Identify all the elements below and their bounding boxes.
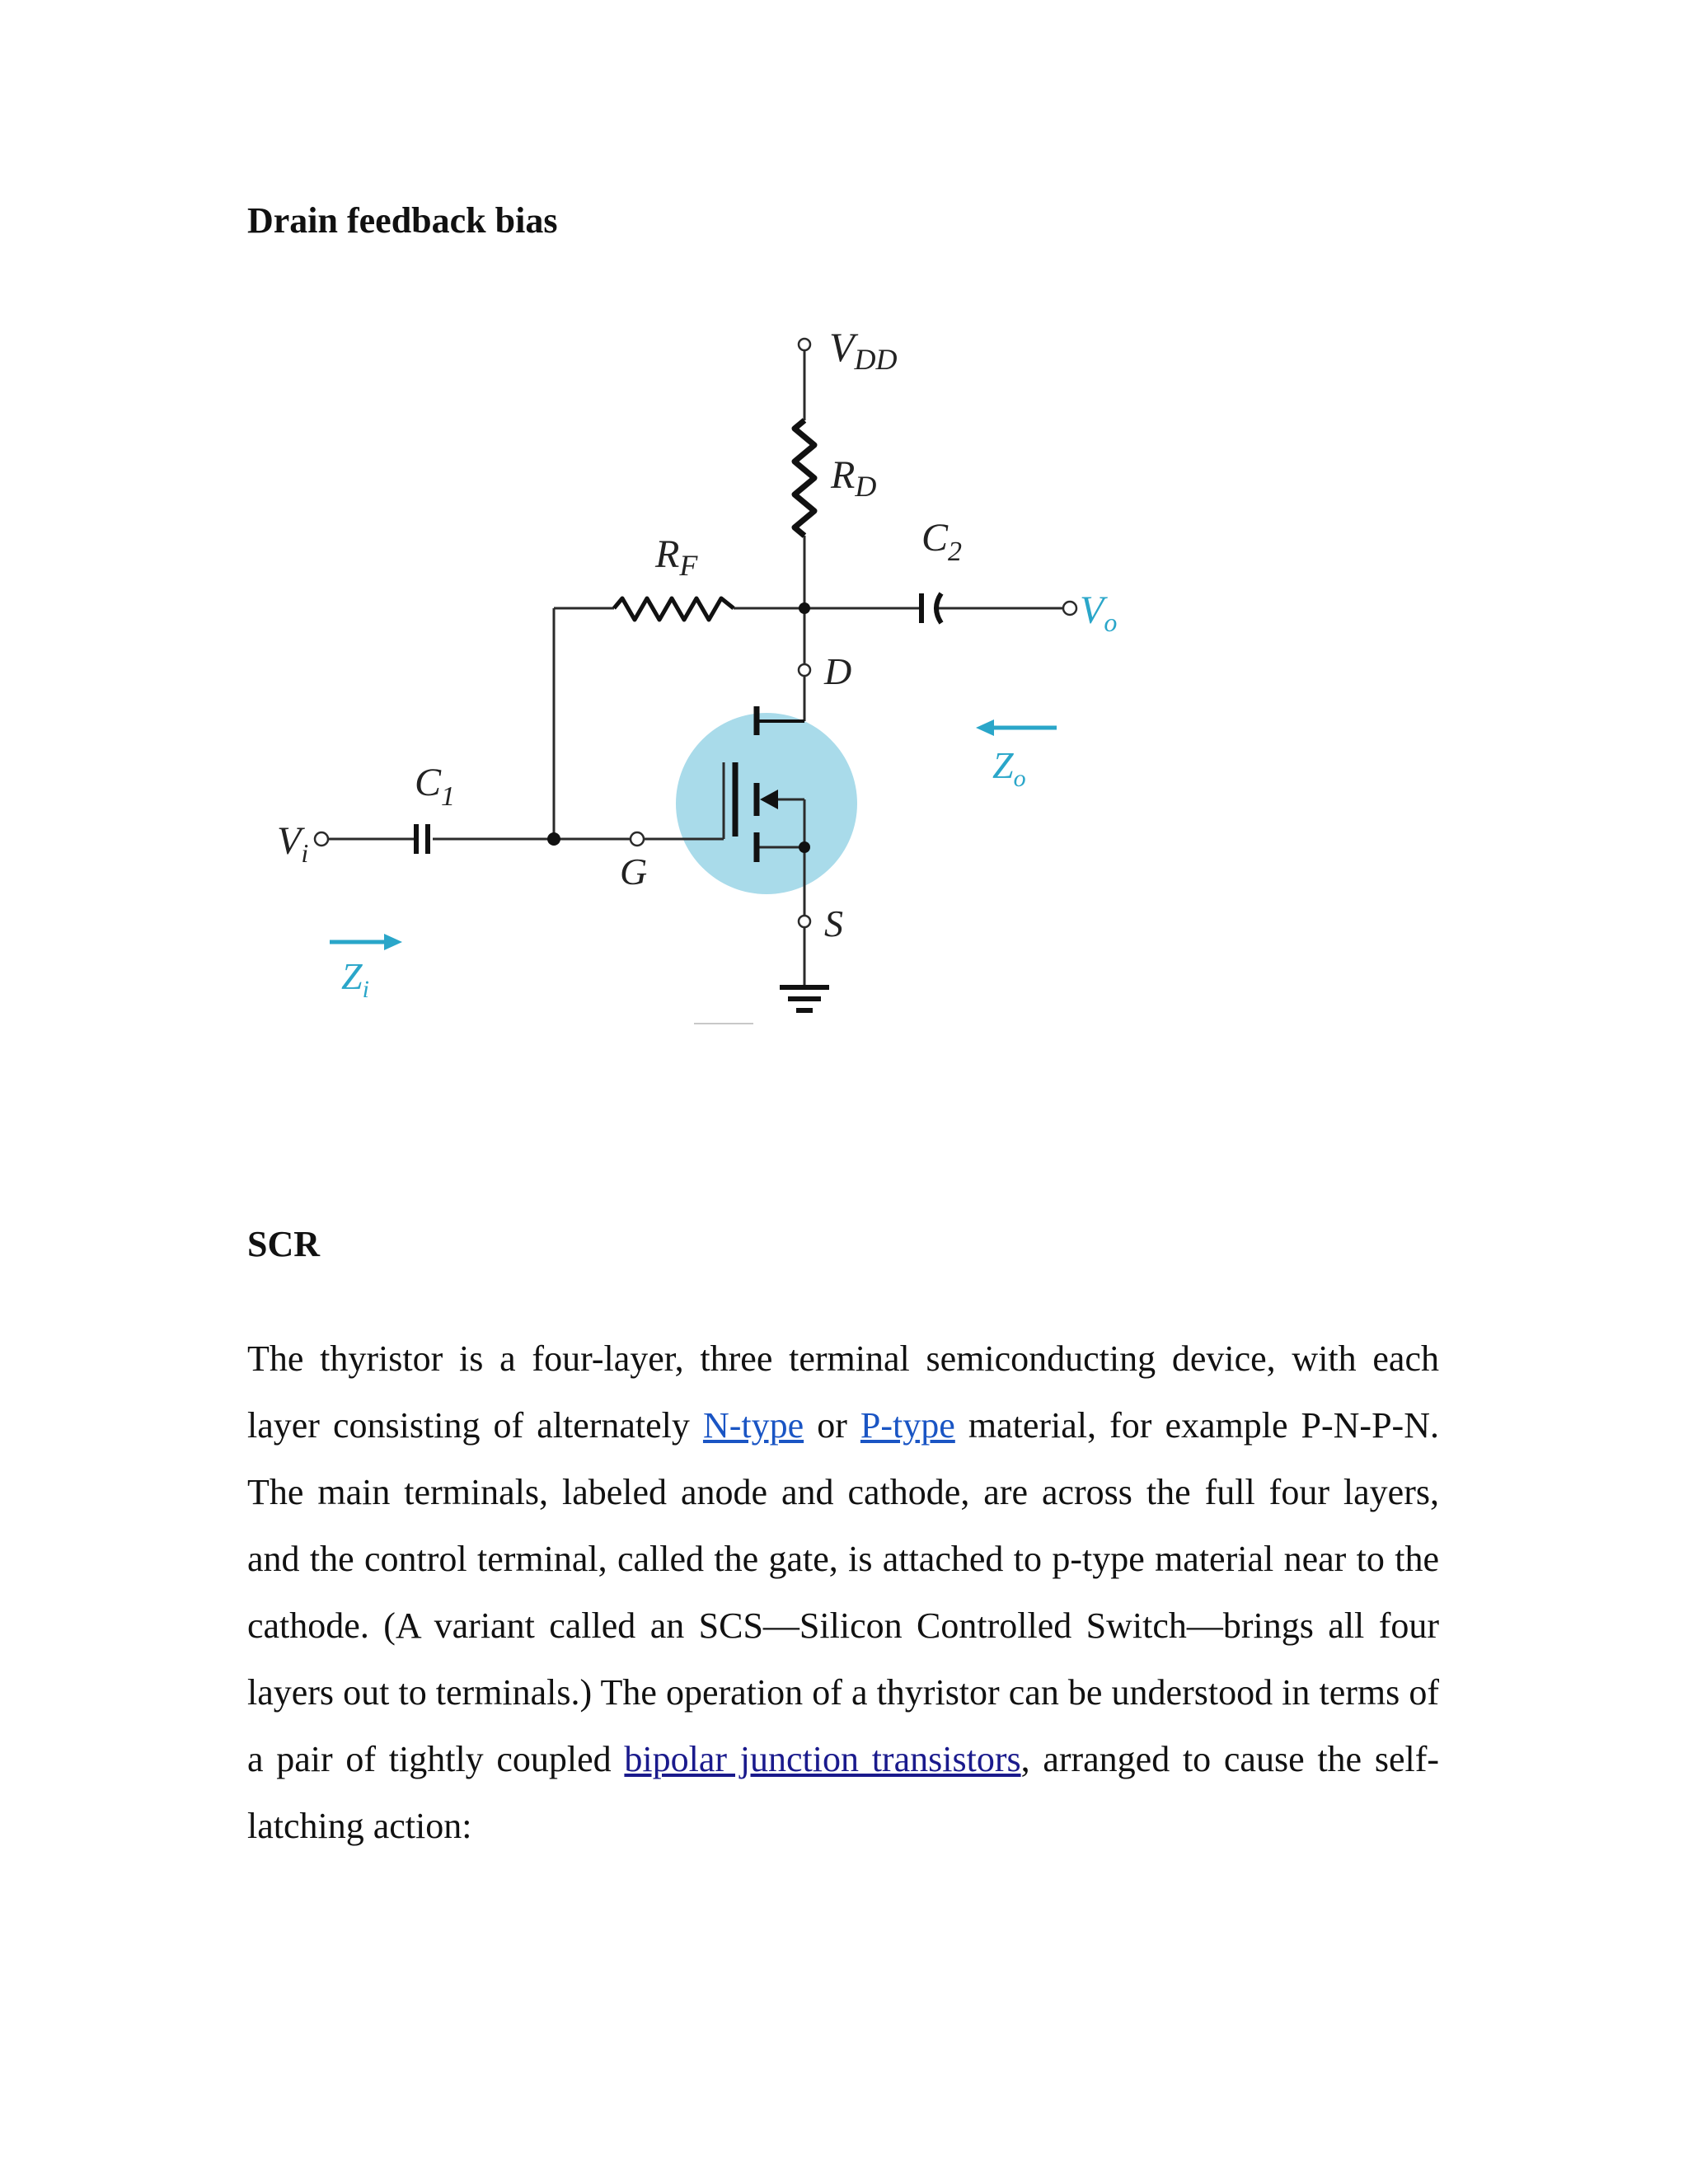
- terminal-source: [799, 916, 810, 927]
- wires: [328, 350, 1063, 985]
- label-source: S: [824, 902, 843, 944]
- label-rf: $R_F$: [655, 532, 698, 582]
- terminal-gate: [631, 832, 644, 846]
- junction-dot-source: [799, 841, 810, 853]
- label-c2: $C_2$: [921, 516, 963, 567]
- link-p-type[interactable]: P-type: [860, 1405, 955, 1446]
- capacitor-c2: [921, 593, 941, 623]
- link-bipolar-junction-transistors[interactable]: bipolar junction transistors: [624, 1739, 1021, 1779]
- arrow-zi-icon: [330, 934, 402, 950]
- label-zi: $Z_i$: [341, 955, 369, 1003]
- label-c1: $C_1$: [415, 761, 456, 812]
- label-gate: G: [620, 851, 648, 893]
- junction-dot-drain-node: [799, 602, 810, 614]
- paragraph-text-4: , arranged to cause the self-latching action:: [247, 1739, 1439, 1846]
- label-vi: $V_i$: [277, 819, 309, 868]
- scr-paragraph: [247, 1325, 1439, 1859]
- junction-dot-gate-node: [547, 832, 560, 846]
- section-heading-drain-feedback-bias: Drain feedback bias: [247, 200, 558, 241]
- ground-icon: [780, 987, 829, 1010]
- arrow-zo-icon: [976, 719, 1057, 736]
- drain-feedback-circuit-diagram: [247, 305, 1187, 1047]
- link-n-type[interactable]: N-type: [702, 1405, 804, 1446]
- mosfet-highlight: [676, 713, 857, 894]
- circuit-svg: [247, 305, 1187, 1047]
- terminal-vo: [1063, 602, 1076, 615]
- label-zo: $Z_o$: [992, 744, 1026, 792]
- paragraph-text-1: The thyristor is a four-layer, three terminal semiconducting device, with each layer consisting of alternately: [247, 1338, 1439, 1446]
- resistor-rf: [614, 598, 734, 620]
- resistor-rd: [795, 420, 814, 536]
- paragraph-text-2: or: [804, 1405, 860, 1446]
- terminal-vi: [315, 832, 328, 846]
- paragraph-text-3: material, for example P-N-P-N. The main terminals, labeled anode and cathode, are across the full four layers, and the control terminal, called the gate, is attached to p-type material near to the cathode. (A variant called an SCS—Silicon Controlled Switch—brings all four layers out to terminals.) The operation of a thyristor can be understood in terms of a pair of tightly coupled: [247, 1405, 1439, 1779]
- label-vo: $V_o$: [1080, 588, 1118, 637]
- label-vdd: $V_{DD}$: [829, 324, 898, 376]
- capacitor-c1: [416, 824, 428, 854]
- terminal-drain: [799, 664, 810, 676]
- label-rd: $R_D$: [831, 453, 877, 503]
- terminal-vdd: [799, 339, 810, 350]
- section-heading-scr: SCR: [247, 1224, 321, 1264]
- label-drain: D: [824, 650, 852, 692]
